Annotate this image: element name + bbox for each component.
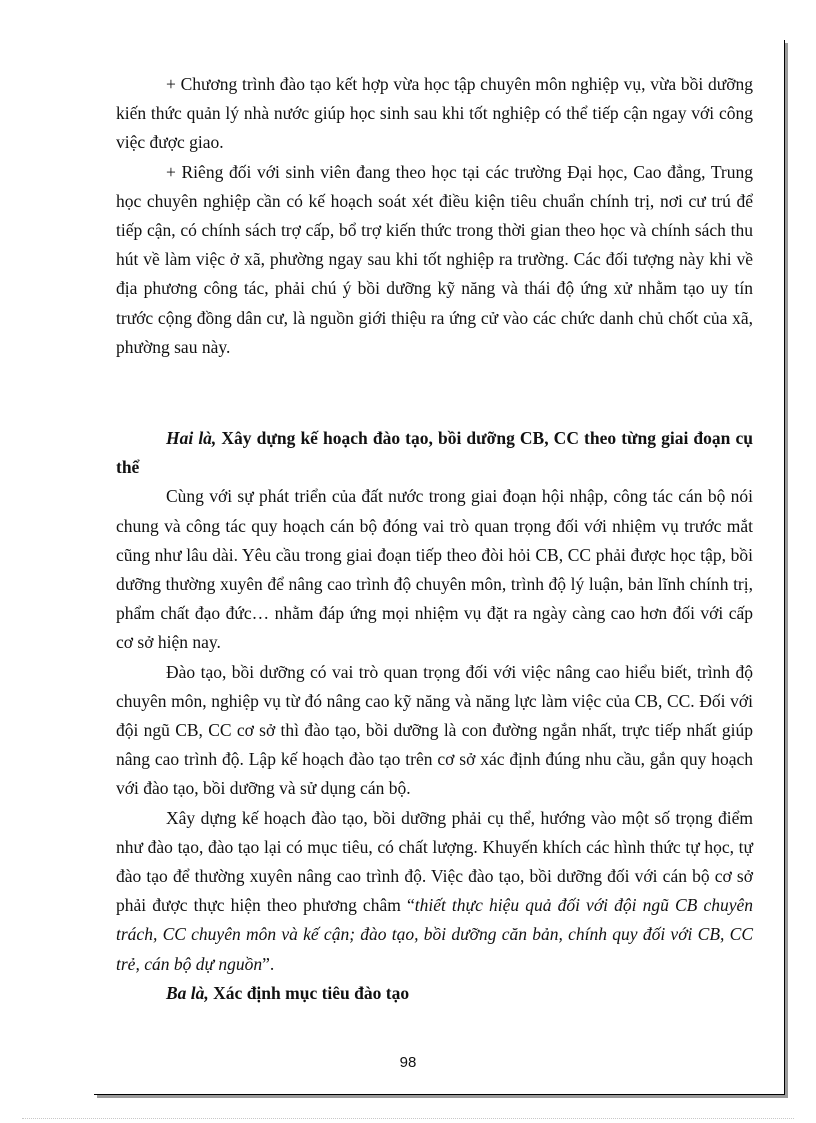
- heading-lead: Hai là,: [166, 428, 217, 449]
- quoted-motto: thiết thực hiệu quả đối với đội ngũ CB chuyên trách, CC chuyên môn và kế cận; đào tạo, bồi dưỡng căn bản, chính quy đối với CB, CC trẻ, cán bộ dự nguồn: [116, 895, 754, 974]
- paragraph: [116, 804, 753, 979]
- section-heading-3: [116, 979, 753, 1008]
- document-body: [116, 70, 753, 1008]
- section-gap: [116, 362, 753, 424]
- paragraph: + Riêng đối với sinh viên đang theo học tại các trường Đại học, Cao đẳng, Trung học chuyên nghiệp cần có kế hoạch soát xét điều kiện tiêu chuẩn chính trị, nơi cư trú để tiếp cận, có chính sách trợ cấp, bổ trợ kiến thức trong thời gian theo học và chính sách thu hút về làm việc ở xã, phường ngay sau khi tốt nghiệp ra trường. Các đối tượng này khi về địa phương công tác, phải chú ý bồi dưỡng kỹ năng và thái độ ứng xử nhằm tạo uy tín trước cộng đồng dân cư, là nguồn giới thiệu ra ứng cử vào các chức danh chủ chốt của xã, phường sau này.: [116, 161, 753, 357]
- heading-lead: Ba là,: [166, 982, 209, 1003]
- paragraph: + Chương trình đào tạo kết hợp vừa học tập chuyên môn nghiệp vụ, vừa bồi dưỡng kiến thức quản lý nhà nước giúp học sinh sau khi tốt nghiệp có thể tiếp cận ngay với công việc được giao.: [116, 74, 753, 153]
- footer-divider: [22, 1118, 794, 1119]
- section-heading-2: [116, 424, 753, 482]
- heading-text: Xây dựng kế hoạch đào tạo, bồi dưỡng CB, CC theo từng giai đoạn cụ thể: [116, 428, 753, 478]
- paragraph: Cùng với sự phát triển của đất nước trong giai đoạn hội nhập, công tác cán bộ nói chung và công tác quy hoạch cán bộ đóng vai trò quan trọng đối với nhiệm vụ trước mắt cũng như lâu dài. Yêu cầu trong giai đoạn tiếp theo đòi hỏi CB, CC phải được học tập, bồi dưỡng thường xuyên để nâng cao trình độ chuyên môn, trình độ lý luận, bản lĩnh chính trị, phẩm chất đạo đức… nhằm đáp ứng mọi nhiệm vụ đặt ra ngày càng cao hơn đối với cấp cơ sở hiện nay.: [116, 486, 753, 653]
- page-number: 98: [399, 1054, 417, 1071]
- paragraph-text-end: ”.: [262, 953, 275, 974]
- paragraph-text: Xây dựng kế hoạch đào tạo, bồi dưỡng phải cụ thể, hướng vào một số trọng điểm như đào tạo, đào tạo lại có mục tiêu, có chất lượng. Khuyến khích các hình thức tự học, tự đào tạo để thường xuyên nâng cao trình độ. Việc đào tạo, bồi dưỡng đối với cán bộ cơ sở phải được thực hiện theo phương châm “: [116, 807, 753, 916]
- paragraph: Đào tạo, bồi dưỡng có vai trò quan trọng đối với việc nâng cao hiểu biết, trình độ chuyên môn, nghiệp vụ từ đó nâng cao kỹ năng và năng lực làm việc của CB, CC. Đối với đội ngũ CB, CC cơ sở thì đào tạo, bồi dưỡng là con đường ngắn nhất, trực tiếp nhất giúp nâng cao trình độ. Lập kế hoạch đào tạo trên cơ sở xác định đúng nhu cầu, gắn quy hoạch với đào tạo, bồi dưỡng và sử dụng cán bộ.: [116, 661, 753, 799]
- heading-text: Xác định mục tiêu đào tạo: [208, 982, 410, 1003]
